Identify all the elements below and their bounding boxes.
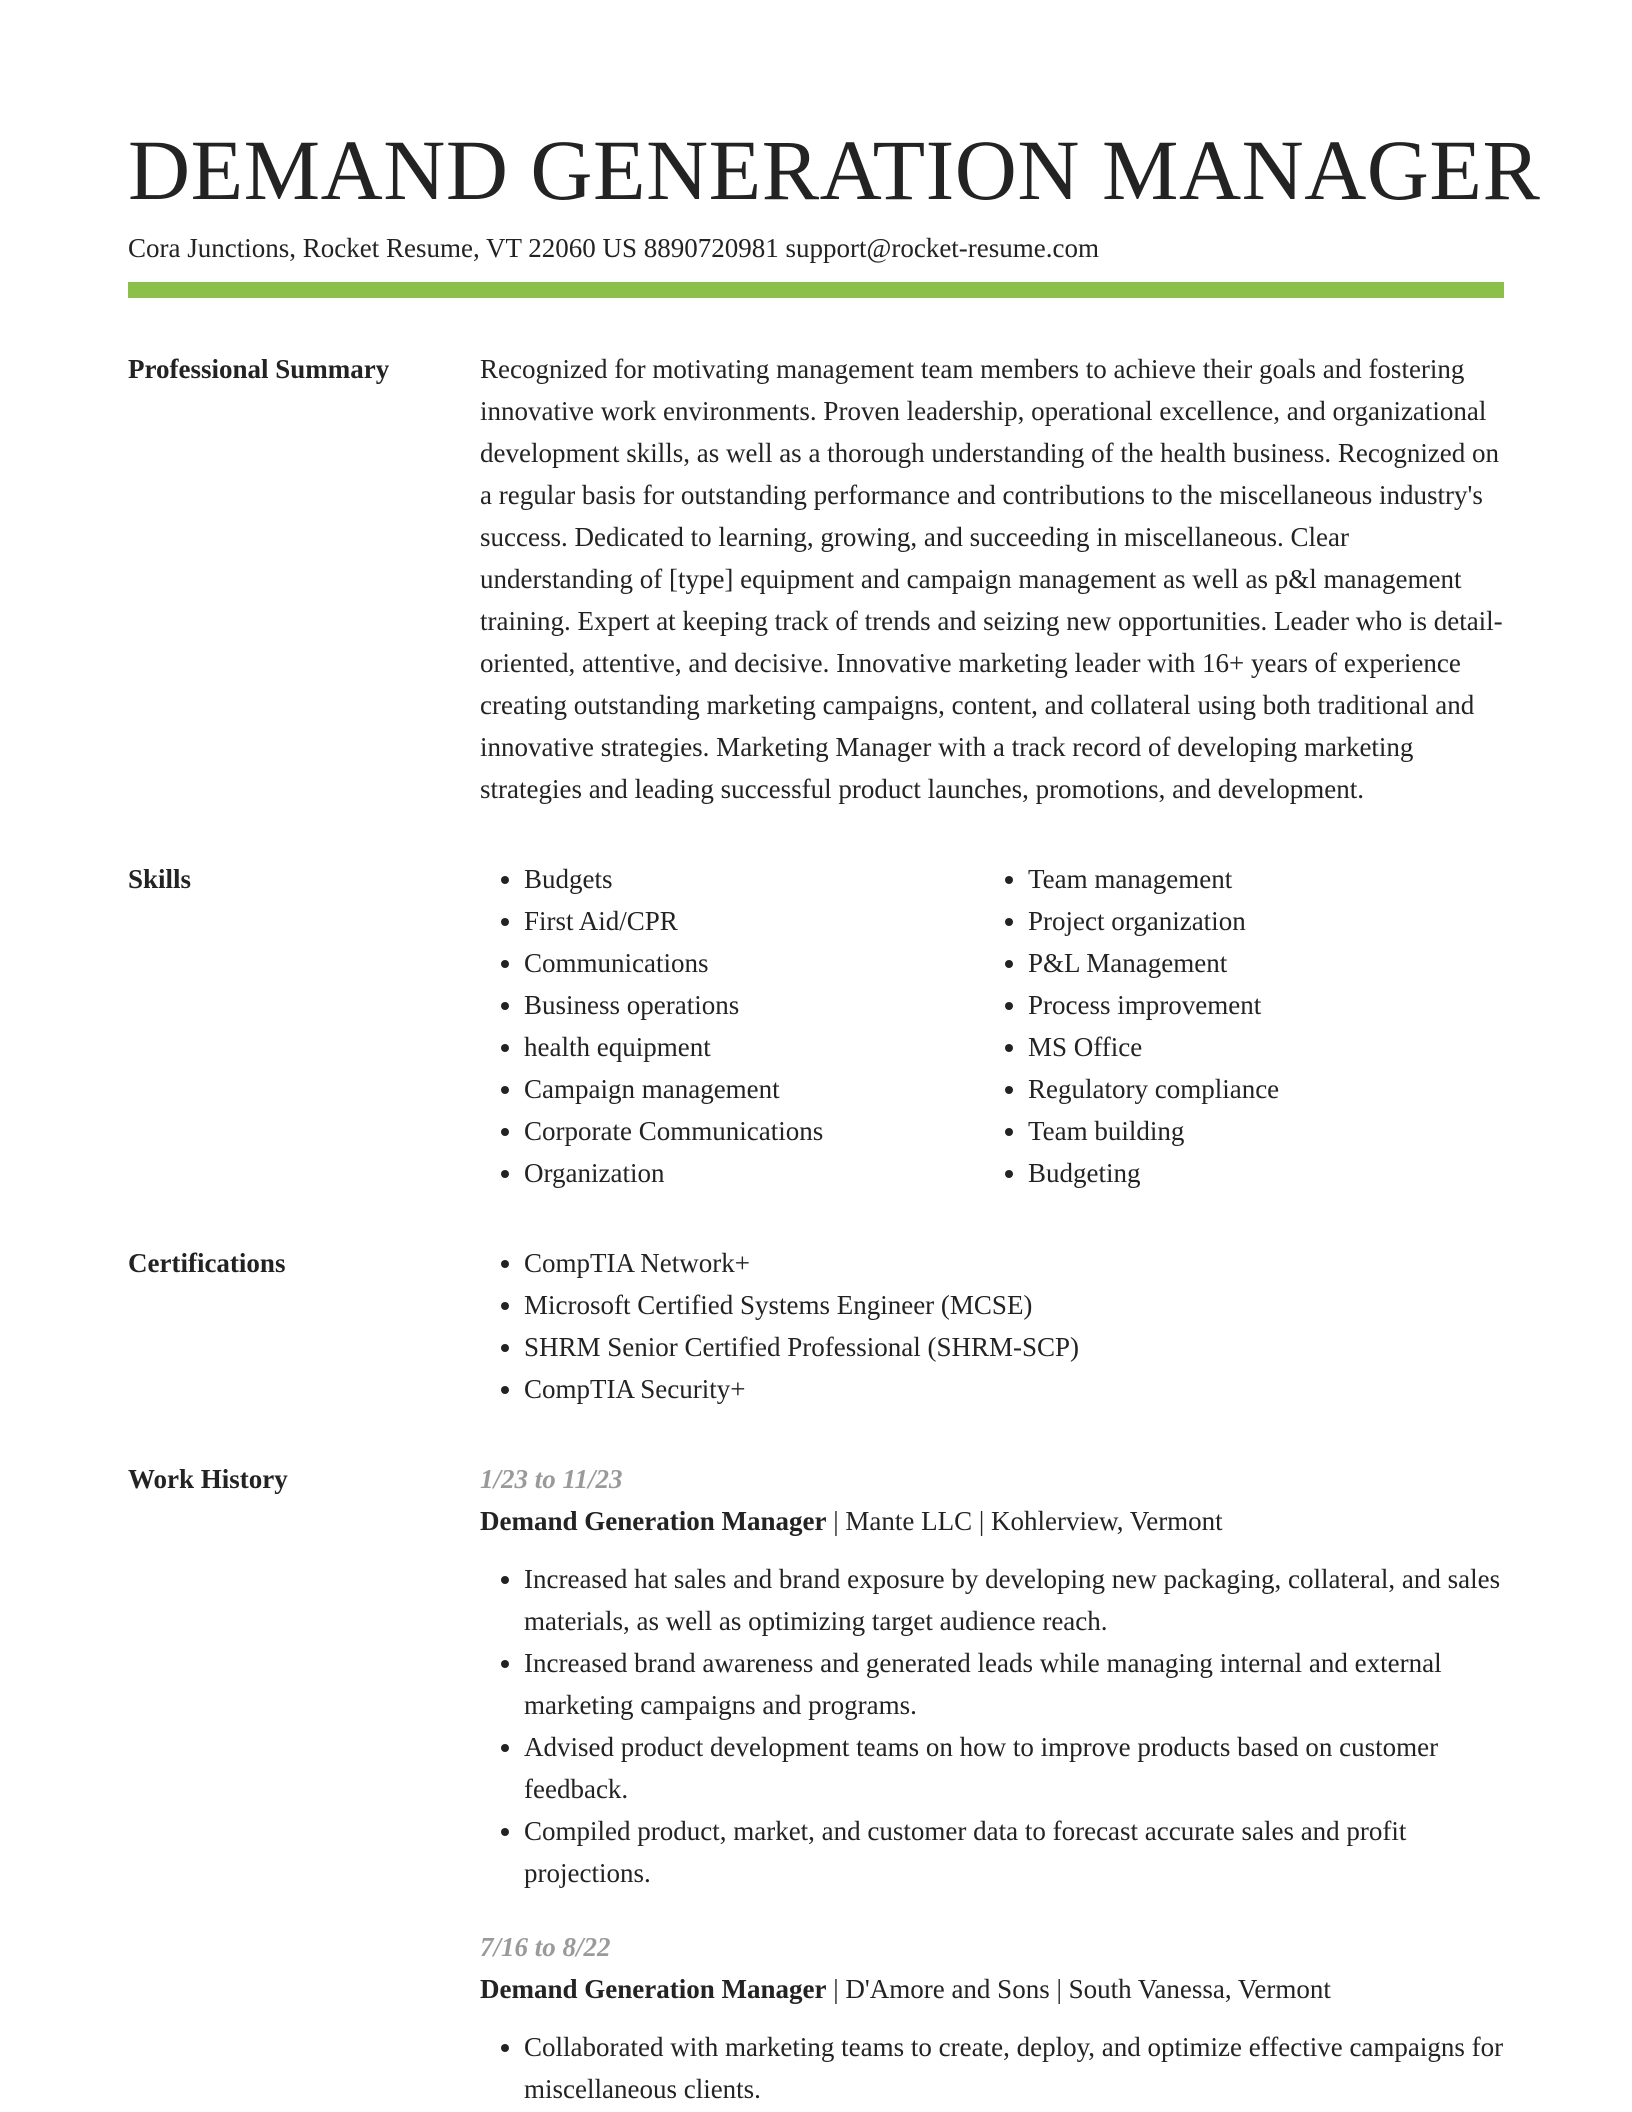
skill-item: • health equipment	[524, 1026, 984, 1068]
skill-item: • Budgeting	[1028, 1152, 1488, 1194]
skill-item: • Process improvement	[1028, 984, 1488, 1026]
job-duties-list	[480, 1558, 1504, 1894]
job-duties-list	[480, 2026, 1504, 2110]
summary-heading: Professional Summary	[128, 354, 390, 384]
certification-item: • CompTIA Network+	[524, 1242, 1504, 1284]
certifications-list	[480, 1242, 1504, 1410]
skills-column-right	[984, 858, 1488, 1194]
job-duty: • Increased brand awareness and generated leads while managing internal and external marketing campaigns and programs.	[524, 1642, 1504, 1726]
job-employer-location: | D'Amore and Sons | South Vanessa, Vermont	[826, 1974, 1331, 2004]
resume-title: DEMAND GENERATION MANAGER	[128, 122, 1541, 218]
job-duty: • Increased hat sales and brand exposure by developing new packaging, collateral, and sales materials, as well as optimizing target audience reach.	[524, 1558, 1504, 1642]
skill-item: • Team management	[1028, 858, 1488, 900]
skills-section	[128, 858, 1504, 1194]
summary-text: Recognized for motivating management team members to achieve their goals and fostering innovative work environments. Proven leadership, operational excellence, and organizational development skills, as well as a thorough understanding of the health business. Recognized on a regular basis for outstanding performance and contributions to the miscellaneous industry's success. Dedicated to learning, growing, and succeeding in miscellaneous. Clear understanding of [type] equipment and campaign management as well as p&l management training. Expert at keeping track of trends and seizing new opportunities. Leader who is detail-oriented, attentive, and decisive. Innovative marketing leader with 16+ years of experience creating outstanding marketing campaigns, content, and collateral using both traditional and innovative strategies. Marketing Manager with a track record of developing marketing strategies and leading successful product launches, promotions, and development.	[480, 354, 1503, 804]
job-title: Demand Generation Manager	[480, 1506, 827, 1536]
certifications-body	[480, 1242, 1504, 1410]
skill-item: • Business operations	[524, 984, 984, 1026]
certification-item: • CompTIA Security+	[524, 1368, 1504, 1410]
skill-item: • Organization	[524, 1152, 984, 1194]
skills-body	[480, 858, 1504, 1194]
skills-columns	[480, 858, 1504, 1194]
skill-item: • MS Office	[1028, 1026, 1488, 1068]
certifications-section	[128, 1242, 1504, 1410]
summary-section	[128, 348, 1504, 810]
skill-item: • Project organization	[1028, 900, 1488, 942]
job-duty: • Compiled product, market, and customer data to forecast accurate sales and profit projections.	[524, 1810, 1504, 1894]
skill-item: • Budgets	[524, 858, 984, 900]
certification-item: • SHRM Senior Certified Professional (SHRM-SCP)	[524, 1326, 1504, 1368]
job-heading	[480, 1968, 1504, 2010]
job-duty: • Collaborated with marketing teams to create, deploy, and optimize effective campaigns for miscellaneous clients.	[524, 2026, 1504, 2110]
job-title: Demand Generation Manager	[480, 1974, 827, 2004]
accent-divider	[128, 282, 1504, 298]
contact-line: Cora Junctions, Rocket Resume, VT 22060 US 8890720981 support@rocket-resume.com	[128, 233, 1099, 263]
skills-heading: Skills	[128, 864, 192, 894]
job-duty: • Advised product development teams on how to improve products based on customer feedback.	[524, 1726, 1504, 1810]
work-history-body	[480, 1458, 1504, 2110]
skill-item: • Regulatory compliance	[1028, 1068, 1488, 1110]
skills-list-right	[984, 858, 1488, 1194]
job-dates: 1/23 to 11/23	[480, 1464, 623, 1494]
job-entry	[480, 1458, 1504, 1894]
skill-item: • Campaign management	[524, 1068, 984, 1110]
skills-column-left	[480, 858, 984, 1194]
job-employer-location: | Mante LLC | Kohlerview, Vermont	[826, 1506, 1223, 1536]
skill-item: • Communications	[524, 942, 984, 984]
skill-item: • First Aid/CPR	[524, 900, 984, 942]
certifications-heading: Certifications	[128, 1248, 286, 1278]
job-dates: 7/16 to 8/22	[480, 1932, 611, 1962]
job-entry	[480, 1926, 1504, 2110]
work-history-heading: Work History	[128, 1464, 288, 1494]
job-heading	[480, 1500, 1504, 1542]
skill-item: • Corporate Communications	[524, 1110, 984, 1152]
work-history-section	[128, 1458, 1504, 2110]
summary-body	[480, 348, 1504, 810]
certification-item: • Microsoft Certified Systems Engineer (MCSE)	[524, 1284, 1504, 1326]
skill-item: • P&L Management	[1028, 942, 1488, 984]
resume-page	[128, 120, 1541, 2110]
skills-list-left	[480, 858, 984, 1194]
skill-item: • Team building	[1028, 1110, 1488, 1152]
